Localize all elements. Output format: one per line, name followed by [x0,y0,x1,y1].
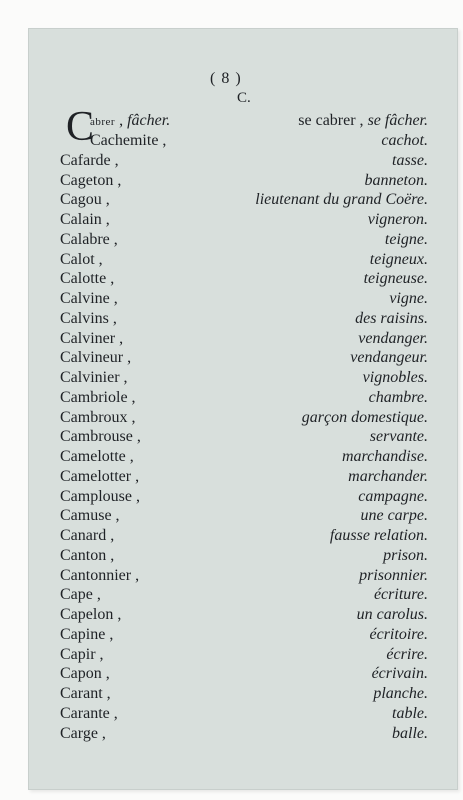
entry-row [60,646,428,666]
entry-term: Cachemite , [90,132,167,149]
entry-row [60,468,428,488]
entry-row [60,251,428,271]
page-number: ( 8 ) [210,70,242,87]
entry-definition: planche. [373,685,428,702]
entry-row [60,191,428,211]
entry-definition: campagne. [358,487,428,505]
entry-row [60,172,428,192]
entry-term: Camplouse , [60,487,140,505]
entry-term: Capir , [60,645,104,663]
entry-term: Camelotter , [60,467,140,485]
entry-definition: teigneux. [369,250,428,268]
entry-term: Canton , [60,546,115,564]
entry-row [60,349,428,369]
entry-definition: se cabrer , se fâcher. [298,112,428,129]
entry-term: Calvins , [60,309,117,327]
entry-term: Cagou , [60,191,110,209]
entry-term: Capelon , [60,606,122,623]
entry-term: Cafarde , [60,151,119,169]
entry-row [60,389,428,409]
entry-row [60,567,428,587]
entry-term: Canard , [60,527,115,544]
entry-term: Cambrouse , [60,428,141,446]
entry-term: abrer , fâcher. [90,112,171,129]
entry-row [60,310,428,330]
entry-row [60,527,428,547]
entry-row [90,132,428,152]
entry-term: Cageton , [60,171,122,189]
entry-term: Camuse , [60,507,120,525]
entry-row [60,211,428,231]
entry-definition: servante. [369,428,428,446]
entry-row [60,665,428,685]
entry-definition: prisonnier. [359,566,428,584]
entry-row [60,290,428,310]
entry-definition: vigne. [389,290,428,307]
entry-definition: vigneron. [367,211,428,228]
entry-term: Camelotte , [60,448,134,465]
entry-term: Calvineur , [60,349,132,367]
entry-definition: chambre. [368,388,428,406]
entry-row [60,705,428,725]
entry-definition: fausse relation. [329,527,428,544]
entry-row [60,409,428,429]
entry-definition: vignobles. [362,369,428,386]
entry-row [60,488,428,508]
entry-row [60,270,428,290]
entry-row [60,428,428,448]
section-letter: C. [237,90,251,106]
entry-definition: garçon domestique. [301,408,428,426]
entry-term: Calviner , [60,329,124,347]
entry-definition: lieutenant du grand Coëre. [255,191,428,209]
entry-definition: vendanger. [358,329,428,347]
entry-definition: un carolus. [356,606,428,623]
entry-term: Cambroux , [60,408,136,426]
entry-definition: teigne. [384,230,428,248]
entry-term: Calain , [60,211,110,228]
entry-row [60,448,428,468]
entry-definition: table. [392,704,428,722]
entry-definition: écrire. [386,645,428,663]
entry-row [60,369,428,389]
entry-definition: écritoire. [369,625,428,643]
entry-term: Calot , [60,250,103,268]
entry-term: Carant , [60,685,111,702]
entry-definition: des raisins. [355,309,428,327]
entry-term: Calvine , [60,290,118,307]
entry-row [60,606,428,626]
entry-definition: marchandise. [341,448,428,465]
entry-definition: tasse. [392,151,428,169]
dropcap-letter: C [66,104,95,150]
entry-row [60,586,428,606]
entry-term: Carge , [60,724,106,742]
entry-row [60,626,428,646]
entry-row [60,507,428,527]
entry-definition: écriture. [373,586,428,604]
entry-row [60,152,428,172]
entry-definition: écrivain. [371,665,428,683]
entry-row [60,231,428,251]
entry-definition: marchander. [348,467,428,485]
entry-row [60,685,428,705]
entry-definition: cachot. [381,132,428,149]
entry-definition: balle. [392,724,428,742]
entry-term: Carante , [60,704,118,722]
entry-definition: prison. [383,546,428,564]
entry-definition: teigneuse. [363,270,428,288]
entry-term: Calabre , [60,230,118,248]
entry-term: Cantonnier , [60,566,140,584]
entry-row [60,547,428,567]
entry-term: Capon , [60,665,110,683]
entry-term: Calvinier , [60,369,128,386]
entry-row-cabrer [90,112,428,132]
entry-definition: une carpe. [360,507,428,525]
entry-term: Capine , [60,625,114,643]
entry-term: Cape , [60,586,101,604]
entry-term: Cambriole , [60,388,136,406]
entry-definition: vendangeur. [350,349,428,367]
entry-row [60,725,428,745]
entry-definition: banneton. [364,171,428,189]
entry-term: Calotte , [60,270,115,288]
entry-row [60,330,428,350]
